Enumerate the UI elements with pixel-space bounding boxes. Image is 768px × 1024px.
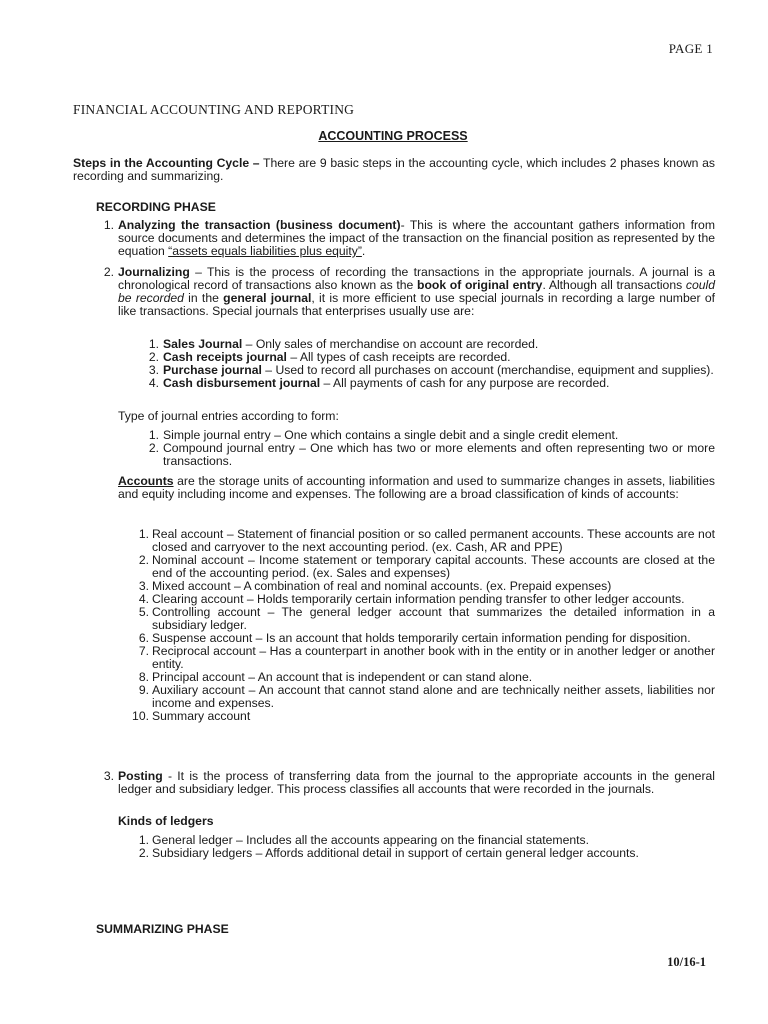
item-text: Subsidiary ledgers – Affords additional detail in support of certain general ledger accounts. (152, 846, 639, 860)
list-item (103, 218, 715, 258)
page-number: PAGE 1 (668, 41, 713, 56)
step-text-end: . (361, 244, 366, 258)
accounts-paragraph (118, 475, 715, 501)
item-text: Compound journal entry – One which has two or more elements and often representing two or more transactions. (163, 441, 715, 468)
step-text: in the (183, 291, 224, 305)
step-1 (103, 218, 715, 258)
step-2 (103, 265, 716, 318)
journal-desc: – Used to record all purchases on account (merchandise, equipment and supplies). (261, 363, 714, 377)
item-number: 2. (148, 350, 159, 364)
step-text: . Although all transactions (542, 278, 686, 292)
list-item (148, 376, 715, 390)
item-number: 1. (148, 337, 159, 351)
general-journal: general journal (223, 291, 312, 305)
item-text: Real account – Statement of financial position or so called permanent accounts. These accounts are not closed and carryover to the next accounting period. (ex. Cash, AR and PPE) (152, 527, 715, 554)
item-text: Principal account – An account that is independent or can stand alone. (152, 670, 533, 684)
step-title: Posting (118, 769, 163, 783)
item-text: Clearing account – Holds temporarily certain information pending transfer to other ledger accounts. (152, 592, 685, 606)
footer-code: 10/16-1 (667, 955, 706, 969)
step-title: Analyzing the transaction (business document) (118, 218, 401, 232)
step-3 (103, 769, 715, 796)
account-classes-list (132, 527, 715, 723)
book-of-original-entry: book of original entry (417, 278, 543, 292)
intro-lead: Steps in the Accounting Cycle – (73, 156, 260, 170)
item-number: 2. (138, 553, 149, 567)
item-text: Auxiliary account – An account that cannot stand alone and are technically neither assets, liabilities nor income and expenses. (152, 683, 715, 710)
ledgers-list (138, 833, 715, 860)
step-number: 2. (103, 265, 114, 279)
item-number: 4. (148, 376, 159, 390)
accounts-term: Accounts (118, 474, 174, 488)
item-number: 6. (138, 631, 149, 645)
list-item (103, 265, 716, 318)
recording-phase-heading: RECORDING PHASE (96, 200, 216, 214)
list-item (138, 644, 715, 671)
journal-desc: – All payments of cash for any purpose are recorded. (320, 376, 610, 390)
special-journals-list (148, 337, 715, 390)
list-item (148, 441, 715, 468)
list-item (138, 553, 715, 580)
item-text: Nominal account – Income statement or temporary capital accounts. These accounts are closed at the end of the accounting period. (ex. Sales and expenses) (152, 553, 715, 580)
step-text: – This is the process of recording the transactions in the appropriate journals. A journal is a chronological record of transactions also known as the (118, 265, 715, 292)
step-text: , it is more efficient to use special journals in recording a large number of like transactions. Special journals that enterprises usually use are: (118, 291, 715, 318)
item-number: 1. (138, 833, 149, 847)
journal-name: Cash disbursement journal (163, 376, 321, 390)
journal-desc: – All types of cash receipts are recorded. (286, 350, 511, 364)
step-number: 1. (103, 218, 114, 232)
step-text: - This is where the accountant gathers information from source documents and determines the impact of the transaction on the financial position as represented by the equation (118, 218, 715, 258)
intro-paragraph (73, 157, 715, 183)
journal-desc: – Only sales of merchandise on account are recorded. (242, 337, 539, 351)
list-item (132, 709, 715, 723)
list-item (138, 527, 715, 554)
journal-name: Sales Journal (163, 337, 243, 351)
accounting-equation: “assets equals liabilities plus equity” (168, 244, 362, 258)
item-number: 3. (138, 579, 149, 593)
item-text: Reciprocal account – Has a counterpart in another book with in the entity or in another ledger or another entity. (152, 644, 715, 671)
italic-phrase: could be recorded (118, 278, 716, 305)
item-number: 4. (138, 592, 149, 606)
item-text: Simple journal entry – One which contains a single debit and a single credit element. (163, 428, 619, 442)
item-text: Controlling account – The general ledger account that summarizes the detailed information in a subsidiary ledger. (152, 605, 715, 632)
step-number: 3. (103, 769, 114, 783)
item-number: 1. (138, 527, 149, 541)
item-number: 7. (138, 644, 149, 658)
item-number: 1. (148, 428, 159, 442)
page-title: ACCOUNTING PROCESS (318, 129, 468, 143)
item-number: 9. (138, 683, 149, 697)
list-item (138, 683, 715, 710)
item-text: General ledger – Includes all the accounts appearing on the financial statements. (152, 833, 589, 847)
document-heading: FINANCIAL ACCOUNTING AND REPORTING (73, 102, 355, 117)
item-text: Mixed account – A combination of real and nominal accounts. (ex. Prepaid expenses) (152, 579, 612, 593)
journal-forms-intro: Type of journal entries according to form: (118, 409, 339, 423)
step-text: - It is the process of transferring data from the journal to the appropriate accounts in the general ledger and subsidiary ledger. This process classifies all accounts that were recorded in the journals. (118, 769, 715, 796)
accounts-text: are the storage units of accounting information and used to summarize changes in assets, liabilities and equity including income and expenses. The following are a broad classification of kinds of accounts: (118, 474, 715, 501)
list-item (138, 846, 715, 860)
summarizing-phase-heading: SUMMARIZING PHASE (96, 922, 229, 936)
journal-forms-list (148, 428, 715, 468)
item-number: 8. (138, 670, 149, 684)
ledgers-heading: Kinds of ledgers (118, 814, 214, 828)
item-text: Summary account (152, 709, 251, 723)
item-number: 2. (148, 441, 159, 455)
item-text: Suspense account – Is an account that holds temporarily certain information pending for disposition. (152, 631, 691, 645)
intro-text: There are 9 basic steps in the accounting cycle, which includes 2 phases known as recording and summarizing. (73, 156, 716, 183)
item-number: 5. (138, 605, 149, 619)
item-number: 3. (148, 363, 159, 377)
journal-name: Purchase journal (163, 363, 262, 377)
list-item (103, 769, 715, 796)
item-number: 10. (132, 709, 149, 723)
journal-name: Cash receipts journal (163, 350, 287, 364)
list-item (138, 605, 715, 632)
item-number: 2. (138, 846, 149, 860)
step-title: Journalizing (118, 265, 190, 279)
